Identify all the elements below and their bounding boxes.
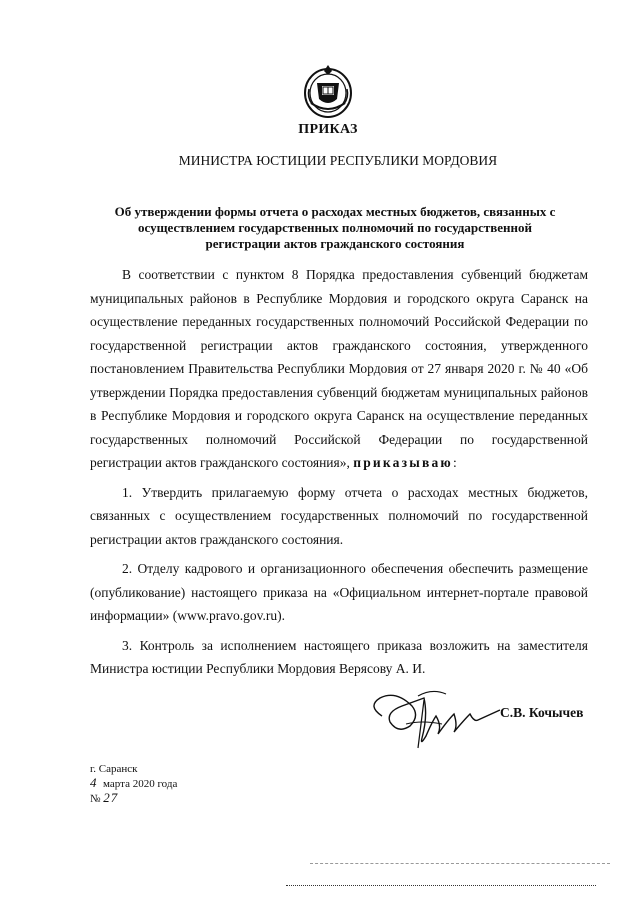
- number-prefix: №: [90, 793, 101, 805]
- place-and-date-block: [90, 762, 177, 806]
- date-line: [90, 776, 177, 791]
- handwritten-signature: [362, 676, 502, 756]
- date-month-year: марта 2020 года: [103, 778, 178, 790]
- document-type-title: ПРИКАЗ: [298, 122, 358, 137]
- issuer-heading: МИНИСТРА ЮСТИЦИИ РЕСПУБЛИКИ МОРДОВИЯ: [178, 153, 498, 168]
- document-body: [90, 263, 588, 681]
- number-line: [90, 791, 177, 806]
- order-word: приказываю: [353, 455, 453, 470]
- city-label: г. Саранск: [90, 763, 138, 775]
- preamble-paragraph: [90, 263, 588, 475]
- scan-artifact-line-lower: [286, 885, 596, 886]
- scan-artifact-line-upper: [310, 863, 610, 864]
- order-colon: :: [452, 455, 457, 470]
- order-item-1: 1. Утвердить прилагаемую форму отчета о расходах местных бюджетов, связанных с осуществлением государственных полномочий по государственной регистрации актов гражданского состояния.: [90, 484, 588, 547]
- order-item-3: 3. Контроль за исполнением настоящего приказа возложить на заместителя Министра юстиции Республики Мордовия Верясову А. И.: [90, 637, 588, 676]
- preamble-text: В соответствии с пунктом 8 Порядка предоставления субвенций бюджетам муниципальных районов в Республике Мордовия и городского округа Саранск на осуществление переданных государственных полномочий Российской Федерации по государственной регистрации актов гражданского состояния, утвержденного постановлением Правительства Республики Мордовия от 27 января 2020 г. № 40 «Об утверждении Порядка предоставления субвенций бюджетам муниципальных районов в Республике Мордовия и городского округа Саранск на осуществление переданных государственных полномочий Российской Федерации по государственной регистрации актов гражданского состояния»,: [90, 267, 588, 470]
- document-number: 27: [103, 790, 119, 805]
- signatory-name: С.В. Кочычев: [500, 705, 584, 720]
- coat-of-arms-icon: [303, 63, 353, 119]
- document-subject: Об утверждении формы отчета о расходах местных бюджетов, связанных с осуществлением государственных полномочий по государственной регистрации актов гражданского состояния: [114, 204, 556, 251]
- date-day: 4: [90, 775, 98, 790]
- order-item-2: 2. Отделу кадрового и организационного обеспечения обеспечить размещение (опубликование) настоящего приказа на «Официальном интернет-портале правовой информации» (www.pravo.gov.ru).: [90, 561, 588, 623]
